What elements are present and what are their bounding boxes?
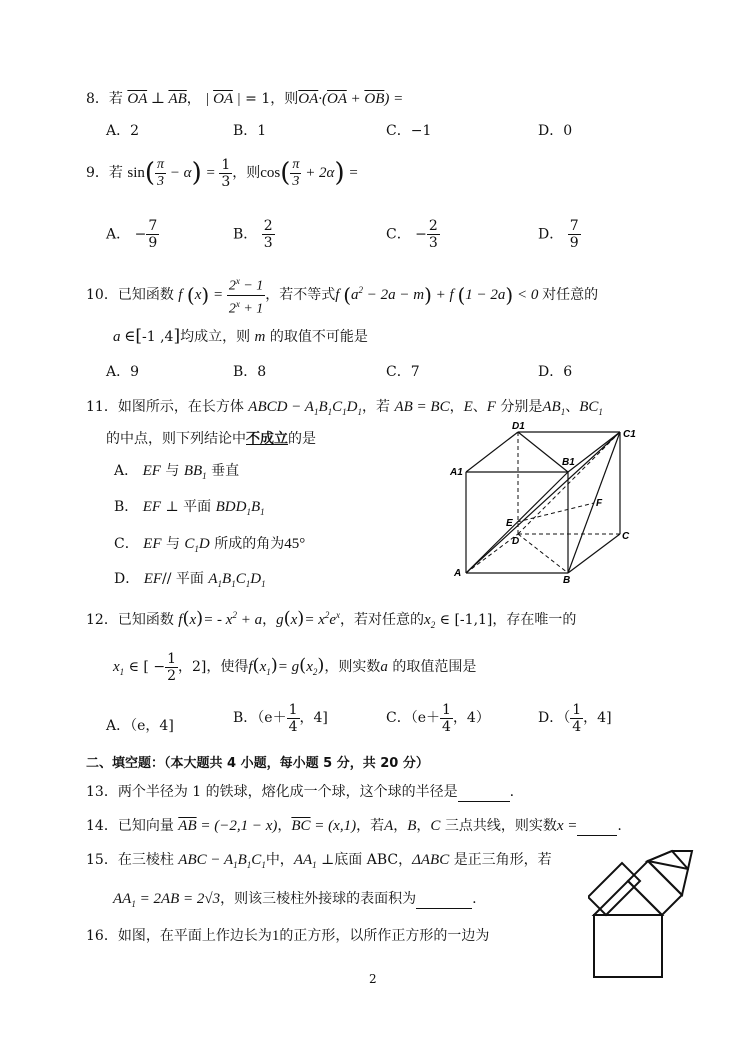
question-15-line2: $AA_1 = 2AB = 2√3$，则该三棱柱外接球的表面积为 . [113,891,477,909]
option-d[interactable]: D．0 [538,123,573,139]
option-a[interactable]: A．（e，4] [106,718,174,734]
option-a[interactable]: A． EF 与 $BB_1$ 垂直 [114,463,240,481]
section-heading: 二、填空题：（本大题共 4 小题，每小题 5 分，共 20 分） [86,756,429,771]
option-b[interactable]: B．（e＋ $\frac{1}{4}$ ，4] [233,701,328,735]
label-d: D [512,536,520,547]
label-b: B [563,575,571,586]
option-b[interactable]: B．1 [233,123,267,139]
question-number: 16． [86,928,118,944]
question-13: 13．两个半径为 1 的铁球，熔化成一个球，这个球的半径是 . [86,784,515,800]
question-10-line2: a ∈[-1 ,4]均成立，则 m 的取值不可能是 [113,326,368,346]
question-number: 11． [86,399,118,415]
question-14: 14．已知向量 $\overline{AB} = (-2,1 - x)$，$\overline{BC} = (x,1)$，若A，B，C 三点共线，则实数x = . [86,818,622,834]
option-b[interactable]: B．8 [233,364,267,380]
question-8: 8．若 $\overline{OA}$ ⊥ $\overline{AB}$， | $\overline{OA}$ | = 1，则$\overline{OA}\cdot(\overline{OA} + \overline{OB})$ = [86,91,404,107]
label-f: F [596,498,603,509]
answer-blank[interactable] [458,783,510,802]
question-number: 12． [86,612,118,628]
option-c[interactable]: C．−1 [386,123,432,139]
option-c[interactable]: C． EF 与 $C_1D$ 所成的角为45° [114,536,306,554]
option-d[interactable]: D．（ $\frac{1}{4}$ ，4] [538,701,612,735]
label-b1: B1 [562,457,575,468]
question-12: 12．已知函数 $f(x)= - x^2 + a$，$g(x)= x^2e^x$，若对任意的$x_2$ ∈ [-1,1]，存在唯一的 [86,608,577,630]
question-9: 9．若 sin( $\frac{\pi}{3}$ − α) = $\frac{1}{3}$ ，则cos( $\frac{\pi}{3}$ + 2α) = [86,156,359,190]
label-e: E [506,518,513,529]
question-11: 11．如图所示，在长方体 ABCD − $A_1B_1C_1D_1$，若 AB = BC，E、F 分别是$AB_1$、$BC_1$ [86,399,603,417]
label-a: A [454,568,462,579]
option-c[interactable]: C． − $\frac{2}{3}$ [386,218,438,251]
question-10: 10．已知函数 f (x) = $\frac{2^x - 1}{2^x + 1}$ ，若不等式f $(a^2 - 2a - m) + f$ (1 − 2a) < 0 对任意的 [86,270,598,317]
option-b[interactable]: B． EF ⊥ 平面 $BDD_1B_1$ [114,499,265,517]
label-d1: D1 [512,421,525,432]
answer-blank[interactable] [577,817,617,836]
option-c[interactable]: C．（e＋ $\frac{1}{4}$ ，4） [386,701,490,735]
option-a[interactable]: A．2 [106,123,140,139]
question-number: 14． [86,818,118,834]
question-number: 9． [86,165,109,181]
label-a1: A1 [450,467,463,478]
pythagoras-tree-figure [588,843,698,979]
option-a[interactable]: A． − $\frac{7}{9}$ [106,218,158,251]
label-c1: C1 [623,429,636,440]
question-11-line2: 的中点，则下列结论中不成立的是 [106,431,316,447]
option-a[interactable]: A．9 [106,364,140,380]
question-12-line2: $x_1$ ∈ [ − $\frac{1}{2}$ ，2]，使得$f(x_1)= g(x_2)$，则实数a 的取值范围是 [113,650,477,684]
question-16: 16．如图，在平面上作边长为1的正方形，以所作正方形的一边为 [86,928,490,944]
question-15: 15．在三棱柱 ABC − $A_1B_1C_1$中，$AA_1$ ⊥底面 ABC，ΔABC 是正三角形，若 [86,852,552,870]
question-number: 13． [86,784,118,800]
option-d[interactable]: D． EF// 平面 $A_1B_1C_1D_1$ [114,571,266,589]
question-number: 15． [86,852,118,868]
option-d[interactable]: D． $\frac{7}{9}$ [538,218,579,251]
option-c[interactable]: C．7 [386,364,420,380]
page-number: 2 [369,972,377,986]
answer-blank[interactable] [416,890,472,909]
option-d[interactable]: D．6 [538,364,573,380]
label-c: C [622,531,630,542]
cuboid-figure [446,418,646,586]
question-number: 8． [86,91,109,107]
question-number: 10． [86,287,118,303]
option-b[interactable]: B． $\frac{2}{3}$ [233,218,273,251]
